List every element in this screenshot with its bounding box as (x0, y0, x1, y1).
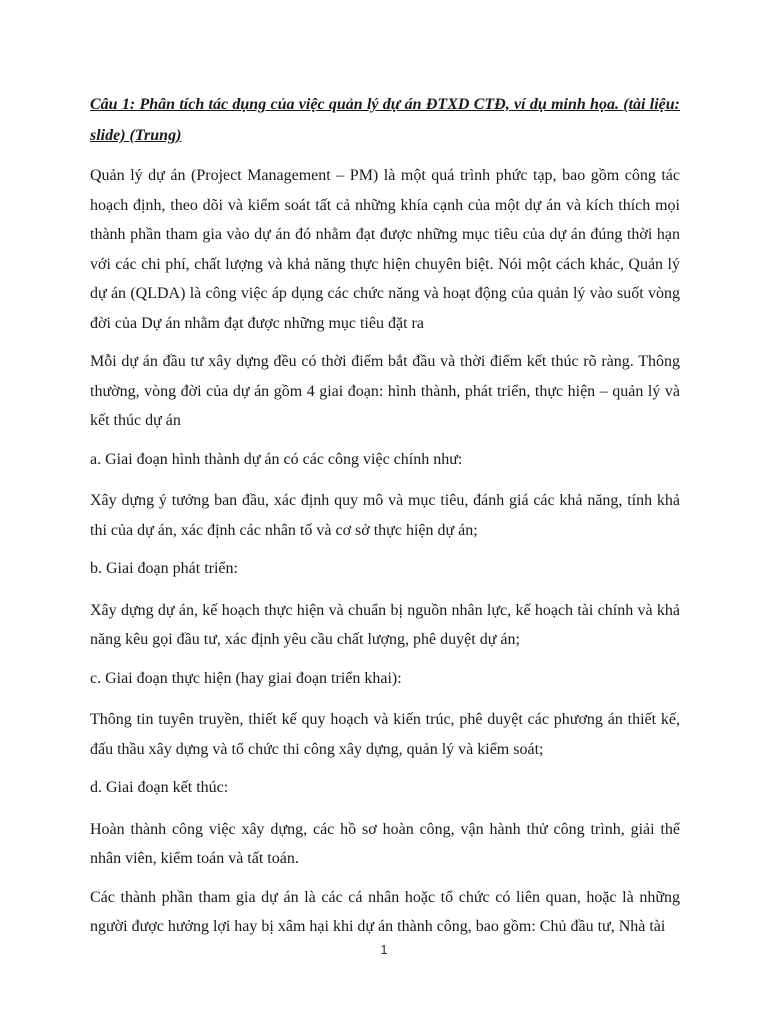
document-body (90, 89, 680, 951)
stage-a-heading: a. Giai đoạn hình thành dự án có các công việc chính như: (90, 450, 463, 468)
stage-a-description: Xây dựng ý tưởng ban đầu, xác định quy mô và mục tiêu, đánh giá các khả năng, tính khả thi của dự án, xác định các nhân tố và cơ sở thực hiện dự án; (90, 492, 680, 539)
stage-c-description: Thông tin tuyên truyền, thiết kế quy hoạch và kiến trúc, phê duyệt các phương án thiết kế, đấu thầu xây dựng và tổ chức thi công xây dựng, quản lý và kiểm soát; (90, 711, 680, 758)
stage-d-heading: d. Giai đoạn kết thúc: (90, 779, 229, 796)
question-heading: Câu 1: Phân tích tác dụng của việc quản lý dự án ĐTXD CTĐ, ví dụ minh họa. (tài liệu: slide) (Trung) (90, 96, 680, 144)
paragraph-participants: Các thành phần tham gia dự án là các cá nhân hoặc tổ chức có liên quan, hoặc là những người được hưởng lợi hay bị xâm hại khi dự án thành công, bao gồm: Chủ đầu tư, Nhà tài (90, 888, 680, 935)
stage-b-description: Xây dựng dự án, kế hoạch thực hiện và chuẩn bị nguồn nhân lực, kế hoạch tài chính và khả năng kêu gọi đầu tư, xác định yêu cầu chất lượng, phê duyệt dự án; (90, 601, 680, 648)
stage-b-heading: b. Giai đoạn phát triển: (90, 560, 238, 577)
stage-d-description: Hoàn thành công việc xây dựng, các hồ sơ hoàn công, vận hành thử công trình, giải thể nhân viên, kiểm toán và tất toán. (90, 820, 680, 867)
stage-c-heading: c. Giai đoạn thực hiện (hay giai đoạn triển khai): (90, 669, 402, 687)
paragraph-pm-definition: Quản lý dự án (Project Management – PM) là một quá trình phức tạp, bao gồm công tác hoạch định, theo dõi và kiểm soát tất cả những khía cạnh của một dự án và kích thích mọi thành phần tham gia vào dự án đó nhằm đạt được những mục tiêu của dự án đúng thời hạn với các chi phí, chất lượng và khả năng thực hiện chuyên biệt. Nói một cách khác, Quản lý dự án (QLDA) là công việc áp dụng các chức năng và hoạt động của quản lý vào suốt vòng đời của Dự án nhằm đạt được những mục tiêu đặt ra (90, 167, 680, 332)
paragraph-project-lifecycle: Mỗi dự án đầu tư xây dựng đều có thời điểm bắt đầu và thời điểm kết thúc rõ ràng. Thông thường, vòng đời của dự án gồm 4 giai đoạn: hình thành, phát triển, thực hiện – quản lý và kết thúc dự án (90, 353, 680, 429)
page-number: 1 (380, 942, 388, 957)
